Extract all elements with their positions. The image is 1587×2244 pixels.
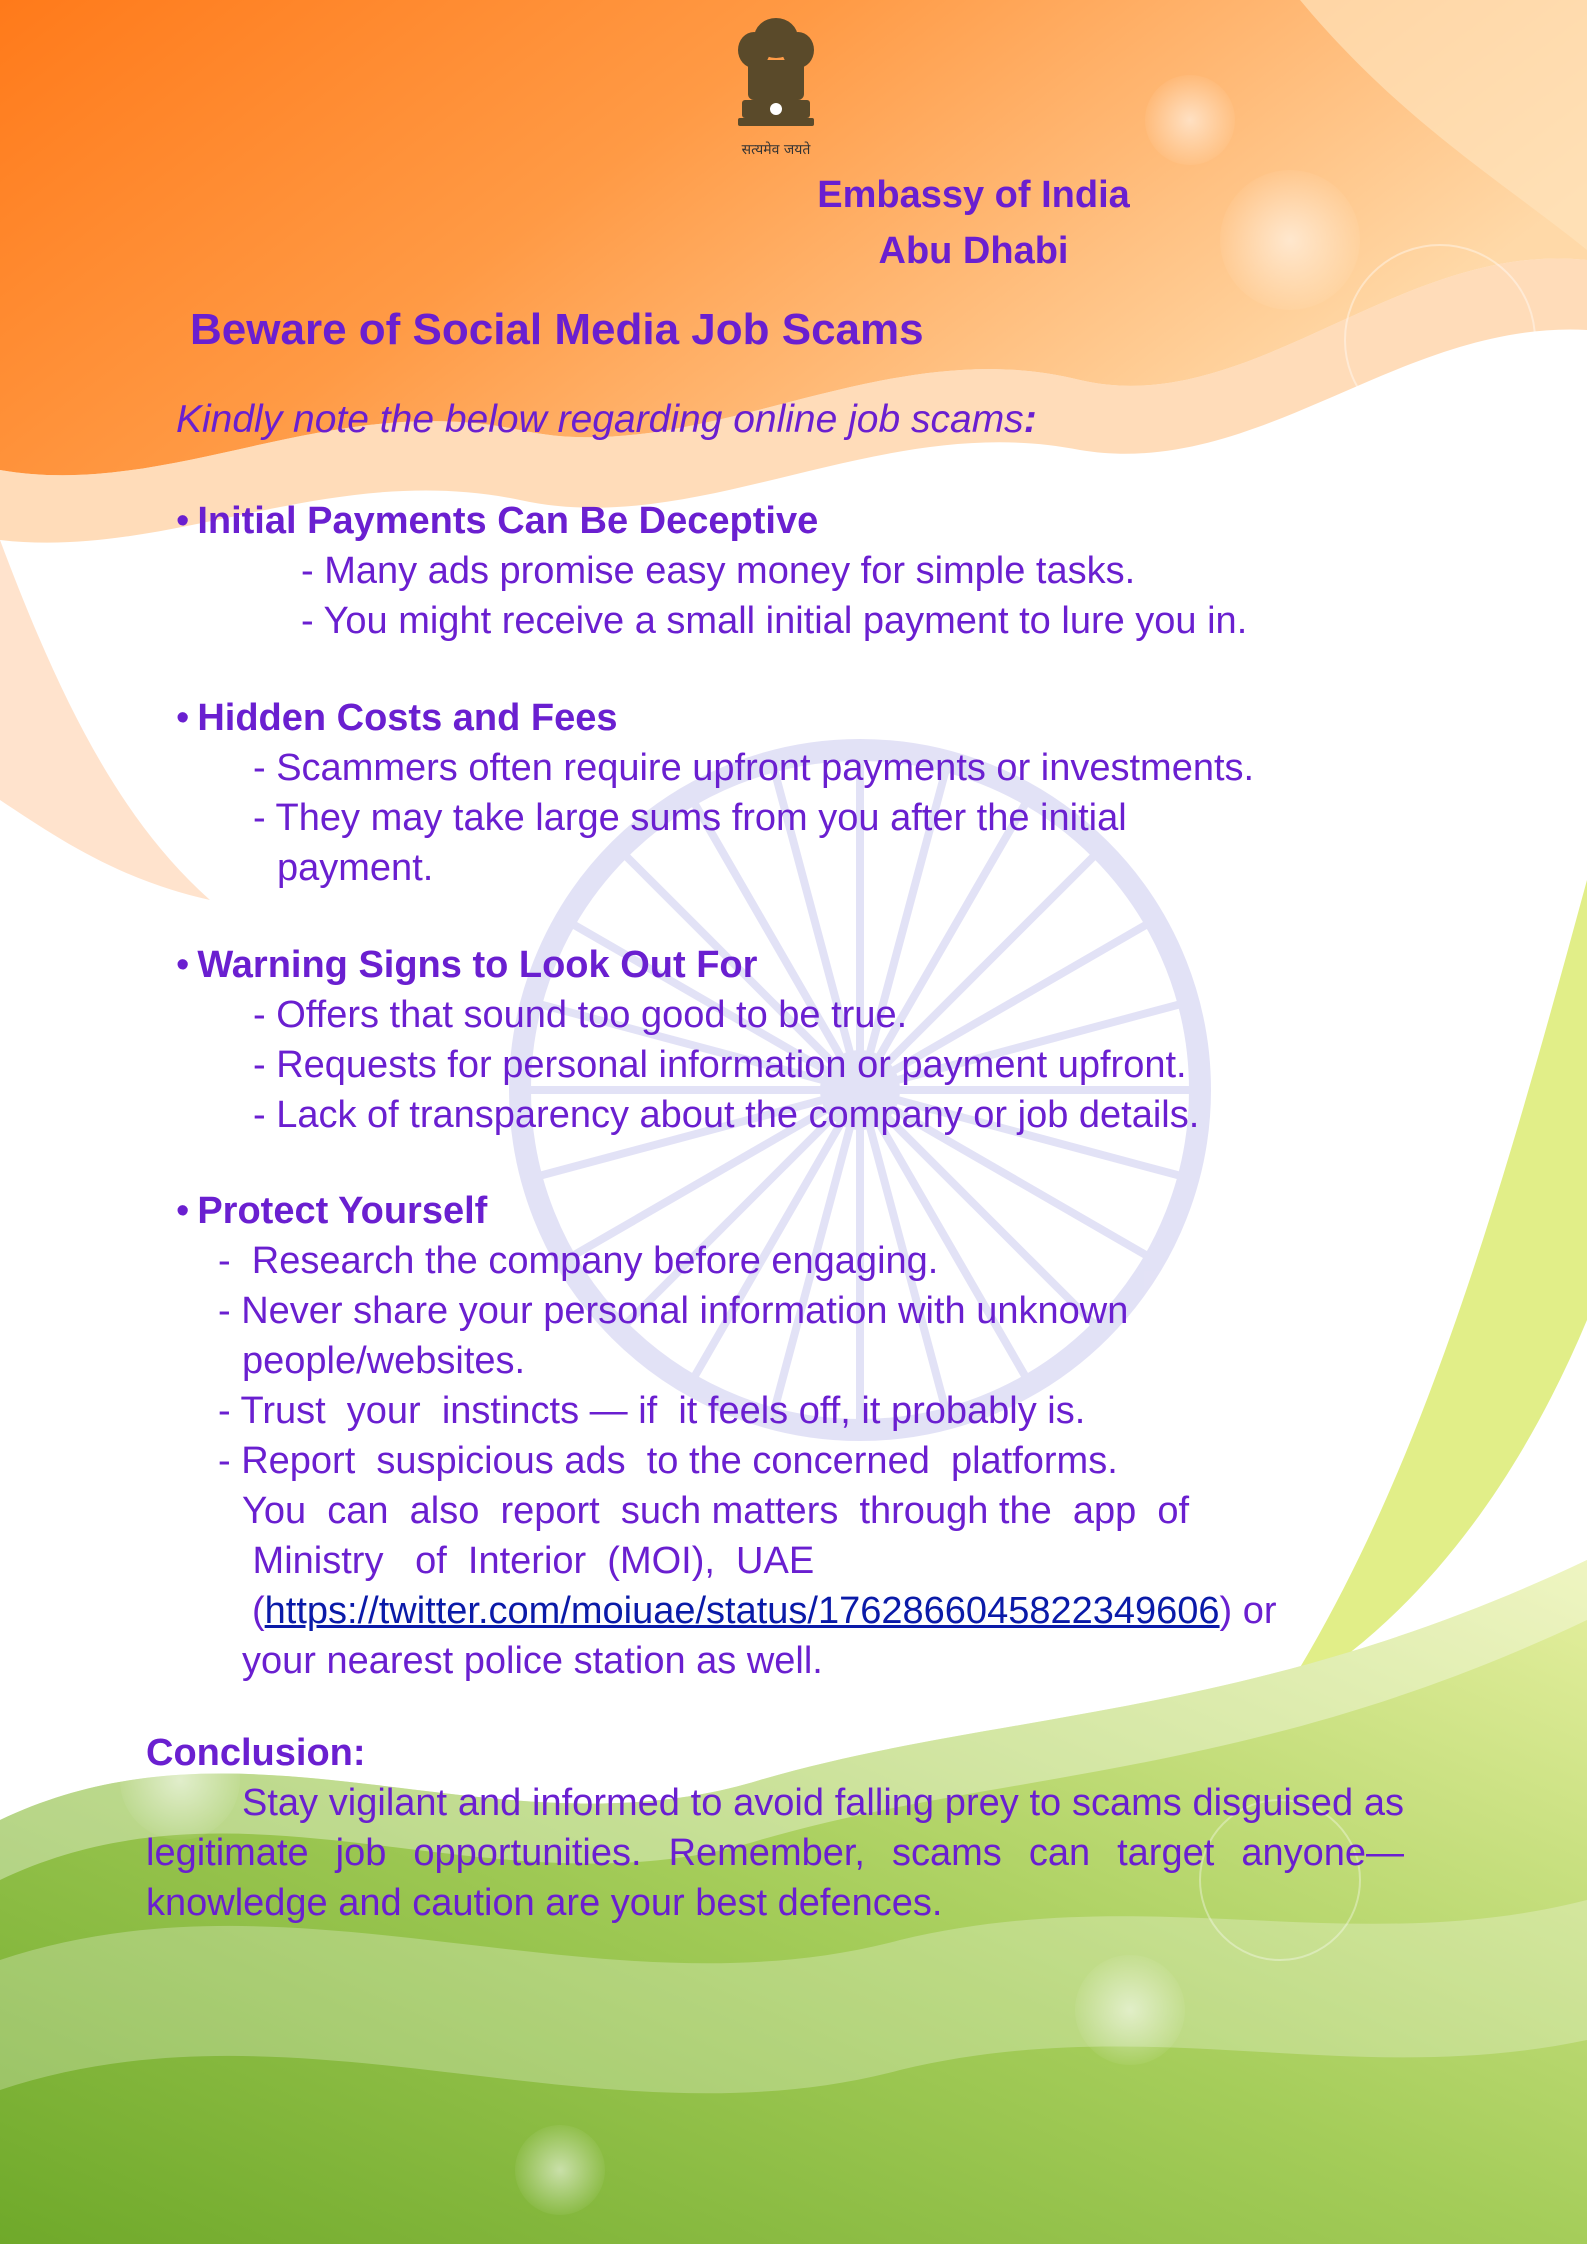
section-hidden-costs (176, 693, 1254, 893)
conclusion-text: Stay vigilant and informed to avoid falling prey to scams disguised as legitimate job opportunities. Remember, scams can target anyone—knowledge and caution are your best defences. (146, 1782, 1404, 1924)
bullet: • (176, 697, 190, 739)
list-item: - Research the company before engaging. (218, 1240, 939, 1282)
list-item: - Scammers often require upfront payments or investments. (253, 747, 1255, 789)
conclusion-block (146, 1728, 1404, 1928)
national-emblem-icon (728, 10, 824, 140)
link-paren-close: ) or (1219, 1590, 1277, 1632)
list-item: - Report suspicious ads to the concerned platforms. (218, 1440, 1118, 1482)
list-item-continuation: your nearest police station as well. (242, 1640, 823, 1682)
section-heading: Hidden Costs and Fees (197, 697, 618, 739)
list-item: - They may take large sums from you after the initial (253, 797, 1127, 839)
section-initial-payments (176, 496, 1247, 646)
list-item: - Requests for personal information or payment upfront. (253, 1044, 1187, 1086)
section-heading: Protect Yourself (197, 1190, 488, 1232)
list-item: - Never share your personal information with unknown (218, 1290, 1129, 1332)
bullet: • (176, 944, 190, 986)
org-city: Abu Dhabi (878, 230, 1069, 272)
list-item: - Many ads promise easy money for simple tasks. (301, 550, 1136, 592)
bullet: • (176, 1190, 190, 1232)
section-protect-yourself (176, 1186, 1277, 1686)
intro-text (176, 398, 1037, 442)
list-item: - Trust your instincts — if it feels off, it probably is. (218, 1390, 1086, 1432)
moi-twitter-link[interactable]: https://twitter.com/moiuae/status/1762866045822349606 (264, 1590, 1220, 1632)
section-warning-signs (176, 940, 1199, 1140)
intro-line: Kindly note the below regarding online job scams (176, 398, 1024, 441)
section-heading: Warning Signs to Look Out For (197, 944, 758, 986)
section-heading: Initial Payments Can Be Deceptive (197, 500, 819, 542)
intro-colon: : (1023, 398, 1037, 441)
conclusion-heading: Conclusion: (146, 1732, 366, 1774)
page-title: Beware of Social Media Job Scams (190, 305, 924, 354)
list-item-continuation: people/websites. (242, 1340, 526, 1382)
list-item: - You might receive a small initial payment to lure you in. (301, 600, 1248, 642)
org-name: Embassy of India (817, 174, 1130, 216)
list-item-continuation: You can also report such matters through the app of (242, 1490, 1190, 1532)
list-item-continuation: payment. (277, 847, 434, 889)
list-item: - Lack of transparency about the company or job details. (253, 1094, 1200, 1136)
motto-text: सत्यमेव जयते (741, 142, 811, 158)
link-line (176, 1586, 1277, 1636)
bullet: • (176, 500, 190, 542)
list-item-continuation: Ministry of Interior (MOI), UAE (242, 1540, 815, 1582)
link-paren-open: ( (252, 1590, 265, 1632)
list-item: - Offers that sound too good to be true. (253, 994, 908, 1036)
